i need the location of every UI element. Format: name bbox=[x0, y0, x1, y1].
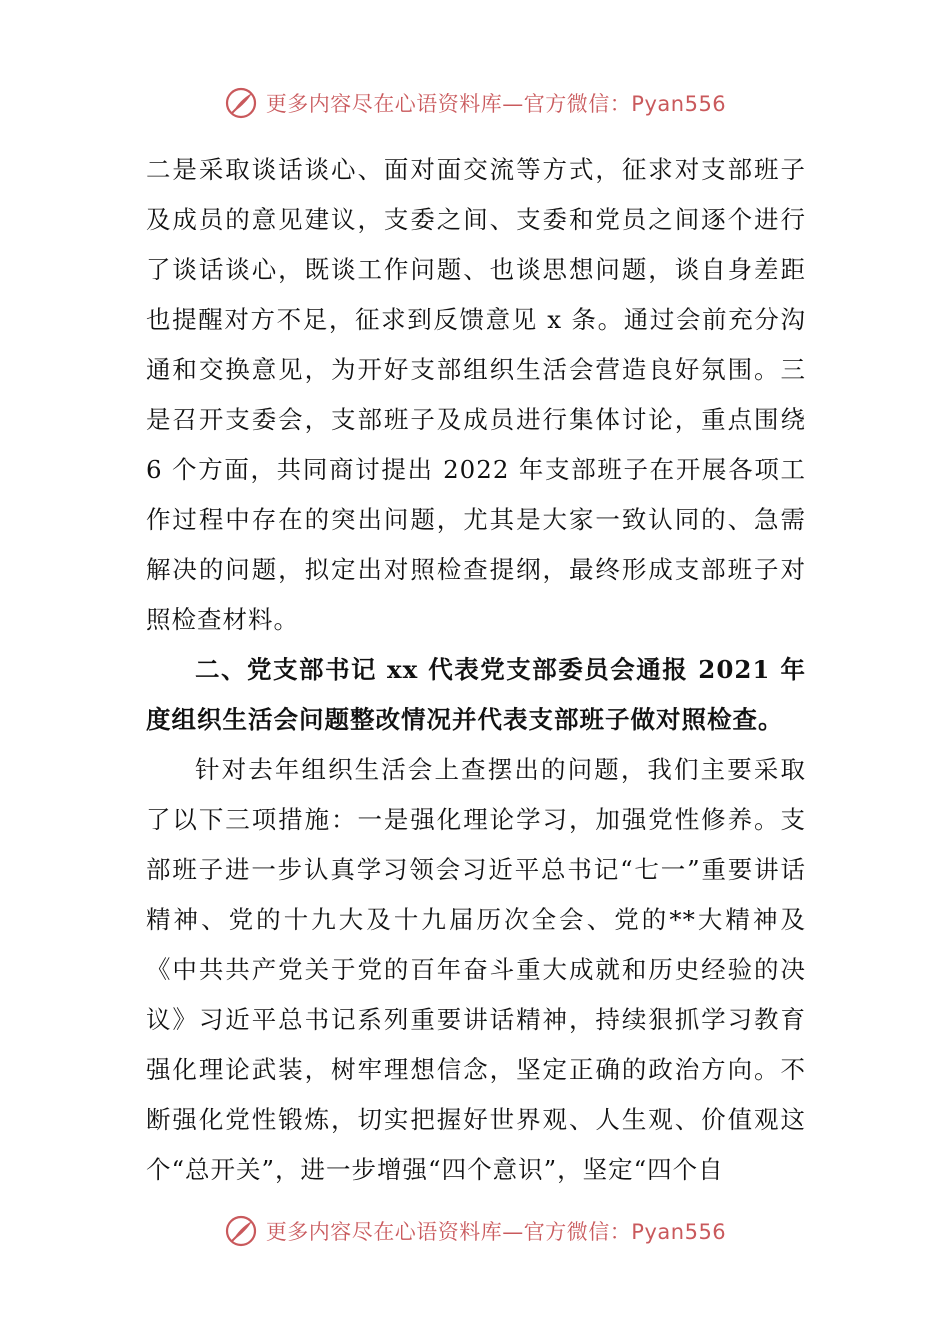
paragraph-rectification-measures: 针对去年组织生活会上查摆出的问题，我们主要采取了以下三项措施：一是强化理论学习，加强党性修养。支部班子进一步认真学习领会习近平总书记“七一”重要讲话精神、党的十九大及十九届历次全会、党的**大精神及《中共共产党关于党的百年奋斗重大成就和历史经验的决议》习近平总书记系列重要讲话精神，持续狠抓学习教育强化理论武装，树牢理想信念，坚定正确的政治方向。不断强化党性锻炼，切实把握好世界观、人生观、价值观这个“总开关”，进一步增强“四个意识”，坚定“四个自 bbox=[146, 755, 806, 1184]
section-heading-two: 二、党支部书记 xx 代表党支部委员会通报 2021 年度组织生活会问题整改情况并代表支部班子做对照检查。 bbox=[146, 655, 806, 734]
paragraph-measures-continued: 二是采取谈话谈心、面对面交流等方式，征求对支部班子及成员的意见建议，支委之间、支委和党员之间逐个进行了谈话谈心，既谈工作问题、也谈思想问题，谈自身差距也提醒对方不足，征求到反馈意见 x 条。通过会前充分沟通和交换意见，为开好支部组织生活会营造良好氛围。三是召开支委会，支部班子及成员进行集体讨论，重点围绕 6 个方面，共同商讨提出 2022 年支部班子在开展各项工作过程中存在的突出问题，尤其是大家一致认同的、急需解决的问题，拟定出对照检查提纲，最终形成支部班子对照检查材料。 bbox=[146, 155, 806, 634]
footer-watermark-text: 更多内容尽在心语资料库—官方微信：Pyan556 bbox=[265, 1220, 727, 1244]
quill-pen-logo-icon bbox=[224, 86, 258, 120]
footer-watermark-banner bbox=[0, 1206, 950, 1256]
quill-pen-logo-icon bbox=[224, 1214, 258, 1248]
document-body bbox=[146, 145, 806, 1195]
header-watermark-banner bbox=[0, 78, 950, 128]
header-watermark-text: 更多内容尽在心语资料库—官方微信：Pyan556 bbox=[265, 92, 727, 116]
